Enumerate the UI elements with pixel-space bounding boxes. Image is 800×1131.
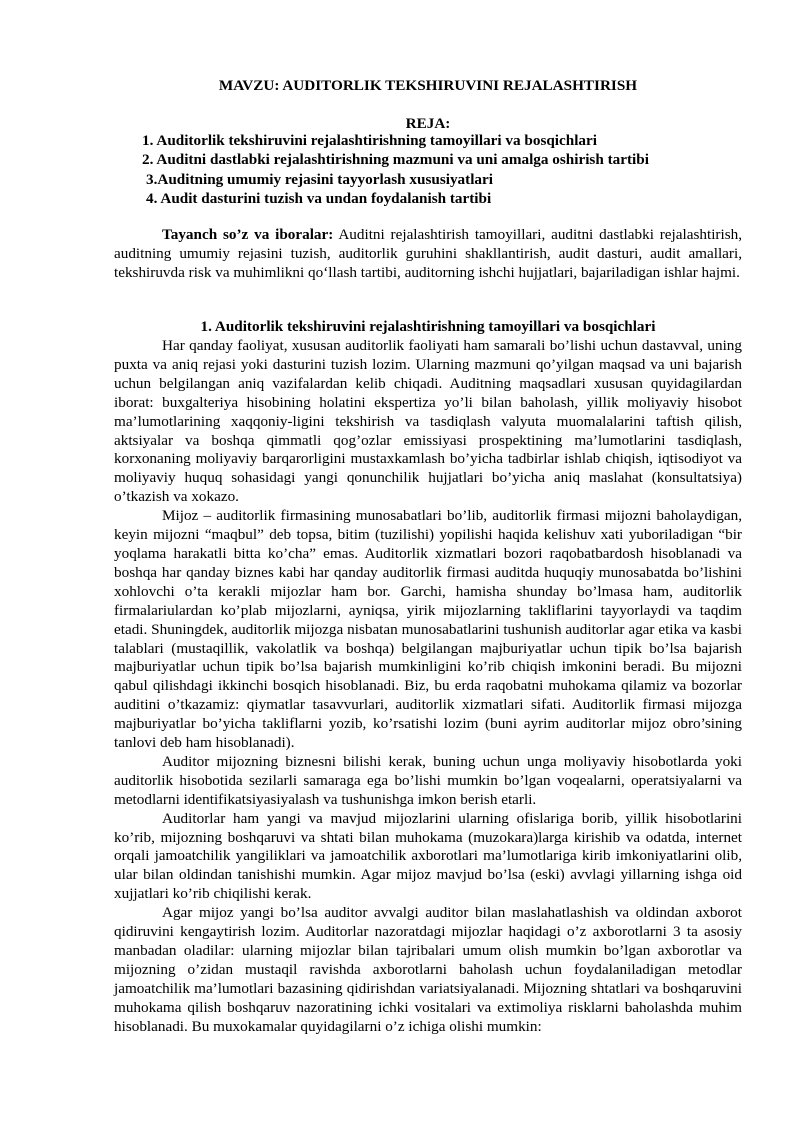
body-paragraph: Mijoz – auditorlik firmasining munosabatlari bo’lib, auditorlik firmasi mijozni baholaydigan, keyin mijozni “maqbul” deb topsa, bitim (tuzilishi) yopilishi haqida kelishuv xati yuboriladigan “bir yoqlama harakatli bitta ko’cha” emas. Auditorlik xizmatlari bozori raqobatbardosh hisoblanadi va boshqa har qanday biznes kabi har qanday auditorlik firmasi auditda huquqiy munosabatda bo’lishini xohlovchi o’ta kerakli mijozlar ham bor. Garchi, hamisha shunday bo’lmasa ham, auditorlik firmalariulardan ko’plab mijozlarni, ayniqsa, yirik mijozlarning takliflarini tayyorlaydi va taqdim etadi. Shuningdek, auditorlik mijozga nisbatan munosabatlarini tushunish auditorlar agar etika va kasbi talablari (mustaqillik, vakolatlik va boshqa) belgilangan majburiyatlar uchun tipik bo’lsa bajarish majburiyatlar uchun tipik bo’lsa bajarish mumkinligini ko’rib chiqish imkonini beradi. Bu mijozni qabul qilishdagi ikkinchi bosqich hisoblanadi. Biz, bu erda raqobatni muhokama qilamiz va bozorlar auditini o’tkazamiz: qiymatlar tasavvurlari, auditorlik xizmatlari sifati. Auditorlik firmasi mijozga majburiyatlar bo’yicha takliflarni yozib, ko’rsatishi lozim (buni ayrim auditorlar mijoz obro’sining tanlovi deb ham hisoblanadi). bbox=[114, 507, 742, 752]
plan-item: 2. Auditni dastlabki rejalashtirishning mazmuni va uni amalga oshirish tartibi bbox=[142, 151, 649, 169]
body-content bbox=[114, 337, 742, 1037]
document-title: MAVZU: AUDITORLIK TEKSHIRUVINI REJALASHTIRISH bbox=[218, 77, 638, 94]
body-paragraph: Har qanday faoliyat, xususan auditorlik faoliyati ham samarali bo’lishi uchun dastavval, uning puxta va aniq rejasi yoki dasturini tuzish lozim. Ularning mazmuni qo’yilgan maqsad va uni bajarish uchun belgilangan aniq vazifalardan kelib chiqadi. Auditning maqsadlari xususan quyidagilardan iborat: buxgalteriya hisobining holatini ekspertiza yo’li bilan baholash, yillik moliyaviy hisobot ma’lumotlarining xaqqoniy-ligini tekshirish va tasdiqlash valyuta muomalalarini taftish qilish, aktsiyalar va boshqa qimmatli qog’ozlar emissiyasi prospektining ma’lumotlarini tasdiqlash, korxonaning moliyaviy barqarorligini mustaxkamlash bo’yicha tadbirlar ishlab chiqish, iqtisodiyot va moliyaviy huquq sohasidagi yangi qonunchilik hujjatlari bo’yicha aniq maslahat (konsultatsiya) o’tkazish va xokazo. bbox=[114, 337, 742, 506]
body-paragraph: Auditor mijozning biznesni bilishi kerak, buning uchun unga moliyaviy hisobotlarda yoki auditorlik hisobotida sezilarli samaraga ega bo’lishi mumkin bo’lgan voqealarni, operatsiyalarni va metodlarni identifikatsiyasiyalash va tushunishga imkon berish etarli. bbox=[114, 752, 742, 808]
plan-list bbox=[142, 132, 649, 210]
body-paragraph: Auditorlar ham yangi va mavjud mijozlarini ularning ofislariga borib, yillik hisobotlarini ko’rib, mijozning boshqaruvi va shtati bilan muhokama (muzokara)larga kirishib va odatda, internet orqali jamoatchilik yangiliklari va jamoatchilik axborotlari ma’lumotlariga kirib imkoniyatlarini olib, ular bilan oldindan tanishishi mumkin. Agar mijoz mavjud bo’lsa (eski) avvlagi yillarning ishga oid xujjatlari ko’rib chiqilishi kerak. bbox=[114, 809, 742, 903]
keywords-text: Auditni rejalashtirish tamoyillari, auditni dastlabki rejalashtirish, auditning umumiy rejasini tuzish, auditorlik guruhini shakllantirish, audit dasturi, audit amallari, tekshiruvda risk va muhimlikni qo‘llash tartibi, auditorning ishchi hujjatlari, bajariladigan ishlar hajmi. bbox=[114, 226, 742, 281]
plan-item: 3.Auditning umumiy rejasini tayyorlash xususiyatlari bbox=[146, 170, 493, 188]
plan-item: 4. Audit dasturini tuzish va undan foydalanish tartibi bbox=[146, 190, 492, 208]
keywords-label: Tayanch so’z va iboralar: bbox=[162, 226, 334, 243]
keywords-paragraph bbox=[114, 226, 742, 283]
plan-heading: REJA: bbox=[405, 115, 451, 132]
section-heading: 1. Auditorlik tekshiruvini rejalashtirishning tamoyillari va bosqichlari bbox=[200, 318, 656, 335]
body-paragraph: Agar mijoz yangi bo’lsa auditor avvalgi auditor bilan maslahatlashish va oldindan axborot qidiruvini kengaytirish lozim. Auditorlar nazoratdagi mijozlar haqidagi o’z axborotlarni 3 ta asosiy manbadan oladilar: ularning mijozlar bilan tajribalari umum olish mumkin bo’lgan axborotlar va mijozning o’zidan mustaqil ravishda axborotlarni baholash uchun foydalaniladigan metodlar jamoatchilik ma’lumotlari bazasining qidirishdan variatsiyalanadi. Mijozning shtatlari va boshqaruvini muhokama qilish boshqaruv nazoratining ichki vositalari va extimoliya risklarni baholashda muhim hisoblanadi. Bu muxokamalar quyidagilarni o’z ichiga olishi mumkin: bbox=[114, 904, 742, 1035]
plan-item: 1. Auditorlik tekshiruvini rejalashtirishning tamoyillari va bosqichlari bbox=[142, 132, 597, 149]
